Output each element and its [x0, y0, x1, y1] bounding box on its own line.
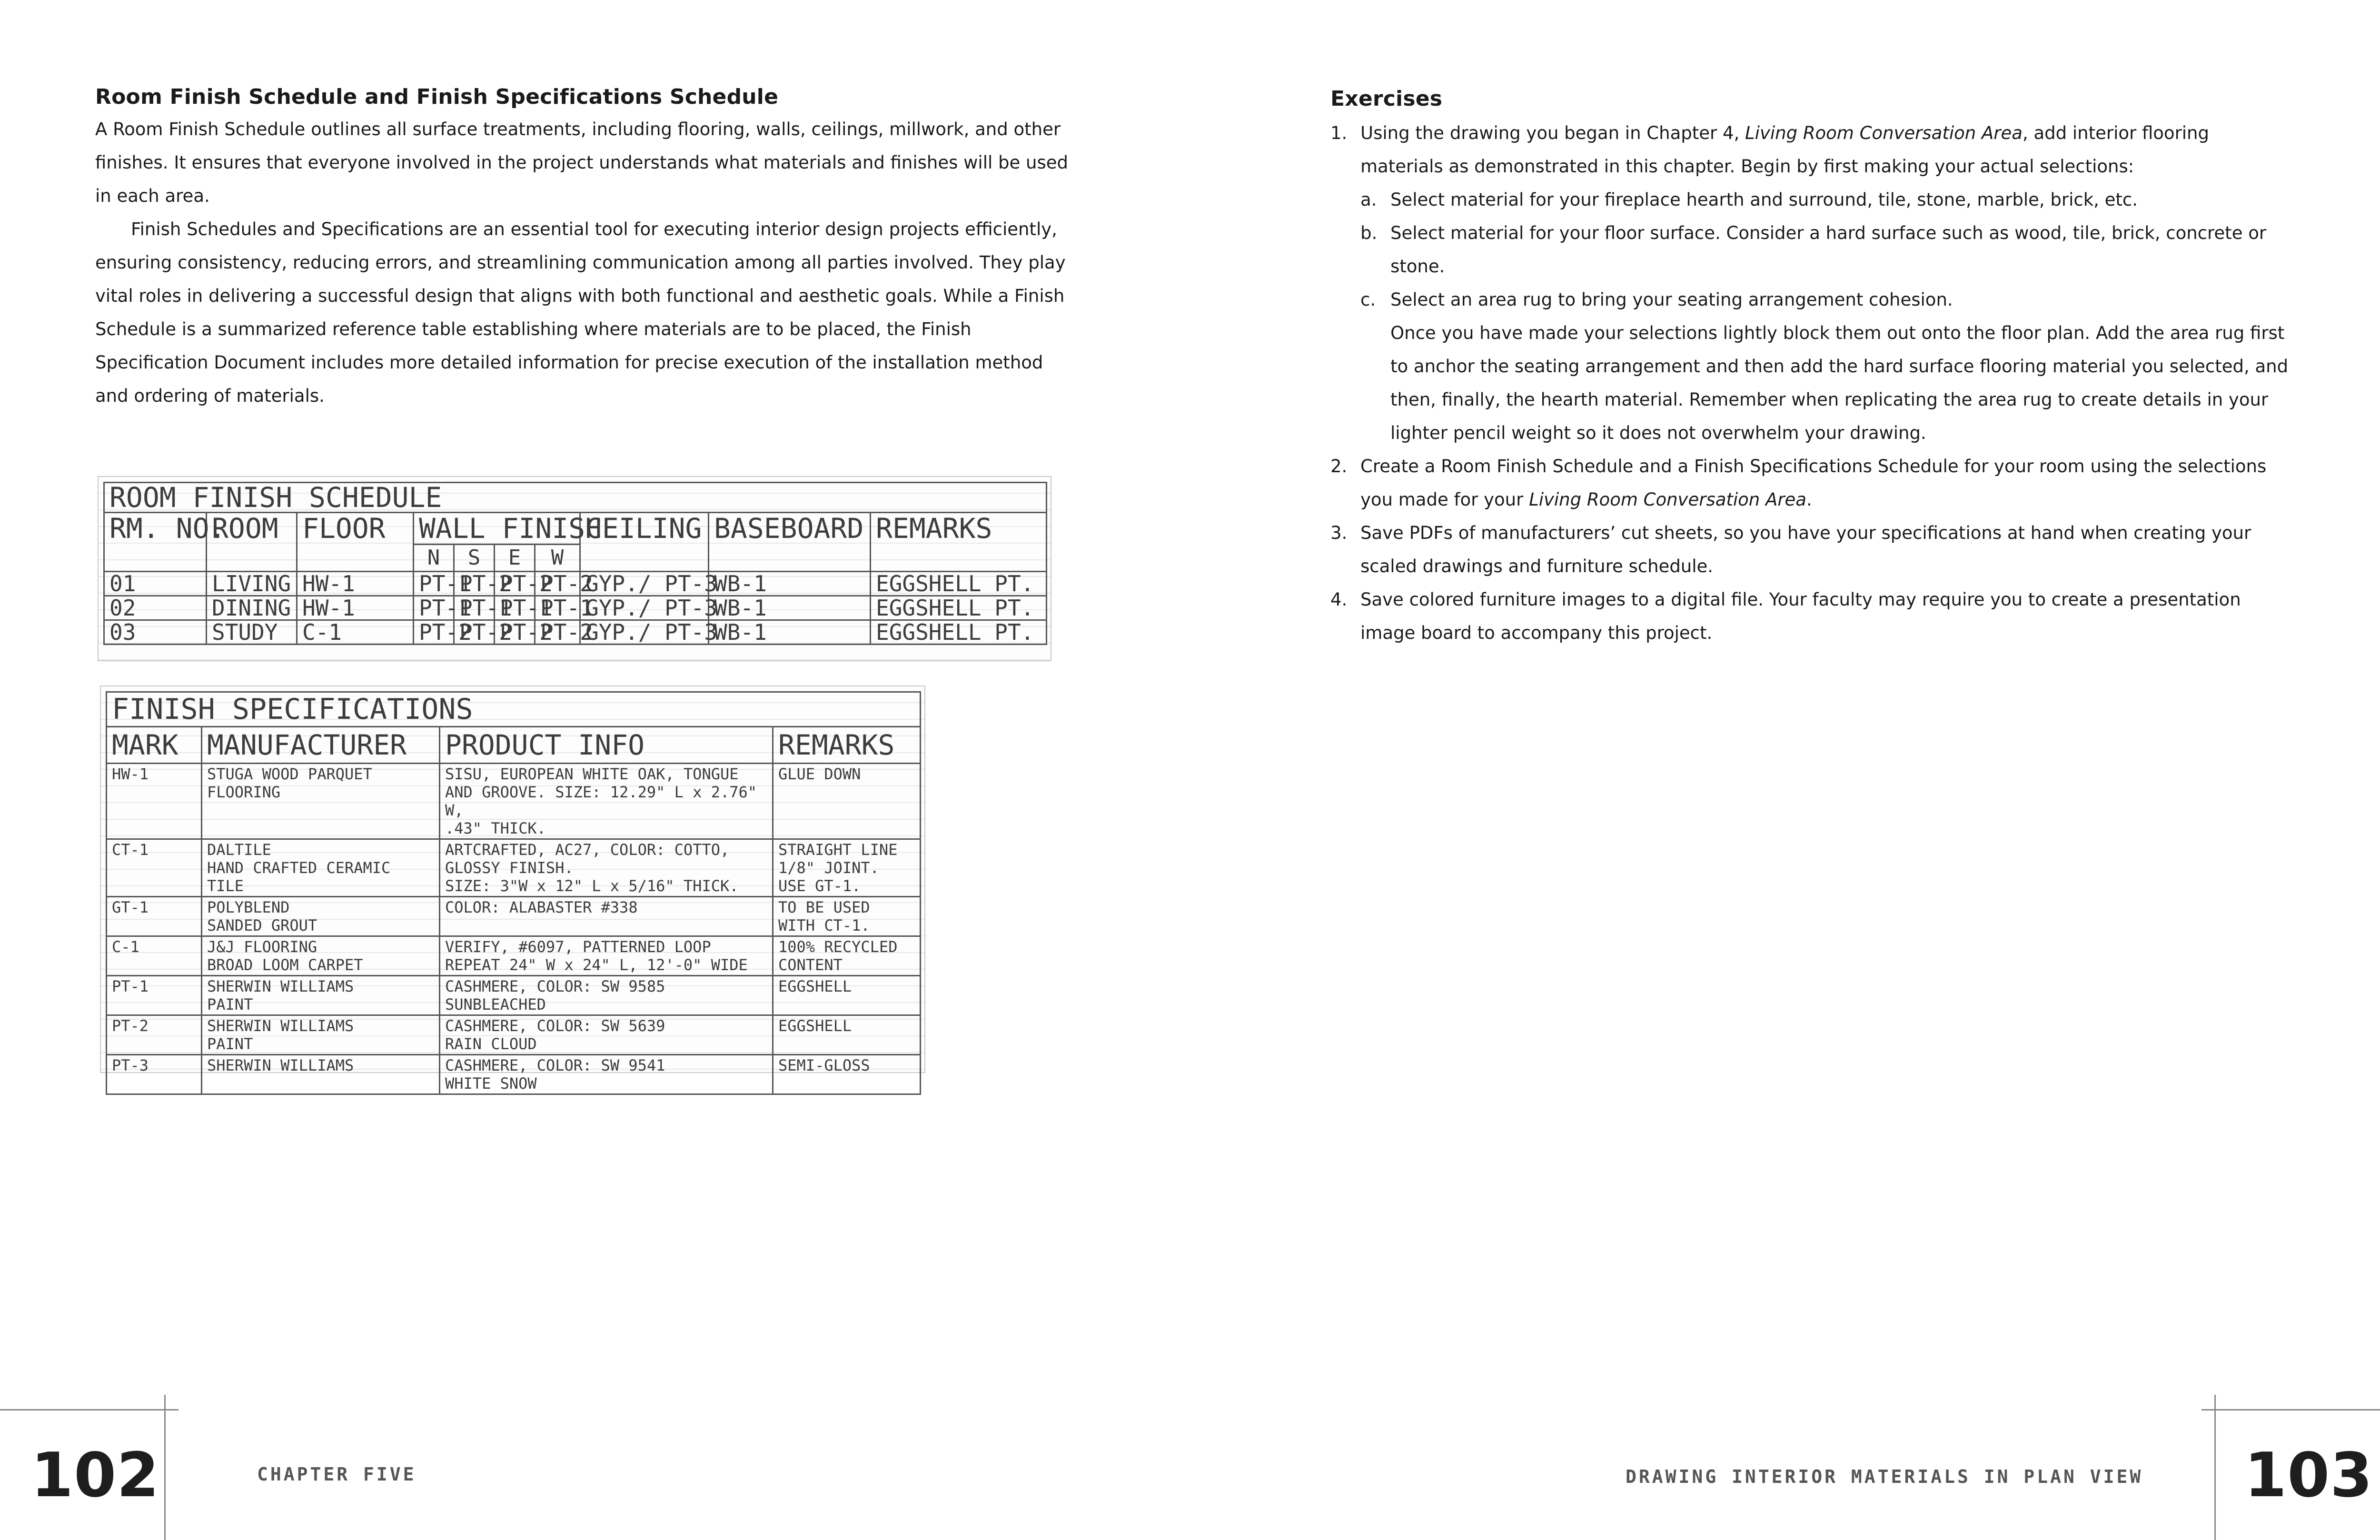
column-header: PRODUCT INFO — [440, 727, 773, 764]
cell: DALTILE HAND CRAFTED CERAMIC TILE — [202, 839, 440, 897]
exercise-item — [1330, 450, 2297, 517]
cell: SEMI-GLOSS — [773, 1055, 921, 1094]
running-head: CHAPTER FIVE — [257, 1464, 416, 1485]
column-header: MARK — [107, 727, 202, 764]
exercise-item — [1330, 117, 2297, 450]
column-header: REMARKS — [871, 513, 1047, 572]
exercise-number: 3. — [1330, 523, 1348, 543]
cell: PT-1 — [414, 572, 454, 596]
column-header: BASEBOARD — [709, 513, 871, 572]
cell: CASHMERE, COLOR: SW 9585 SUNBLEACHED — [440, 976, 773, 1015]
cell: HW-1 — [107, 764, 202, 839]
cell: HW-1 — [297, 596, 414, 620]
section-heading: Room Finish Schedule and Finish Specifications Schedule — [95, 85, 779, 109]
exercise-note: Once you have made your selections lightly block them out onto the floor plan. Add the area rug first to anchor the seating arrangement and then add the hard surface flooring material you selected, and then, finally, the hearth material. Remember when replicating the area rug to create details in your lighter pencil weight so it does not overwhelm your drawing. — [1390, 323, 2289, 443]
table-row — [107, 839, 921, 897]
cell: PT-2 — [414, 620, 454, 645]
cell: EGGSHELL — [773, 1015, 921, 1055]
schedule-title: ROOM FINISH SCHEDULE — [104, 483, 1047, 513]
cell: 100% RECYCLED CONTENT — [773, 936, 921, 976]
table-row — [107, 764, 921, 839]
table-row — [104, 620, 1047, 645]
footer-rule — [2202, 1409, 2380, 1411]
cell: GYP./ PT-3 — [580, 572, 709, 596]
cell: STRAIGHT LINE 1/8" JOINT. USE GT-1. — [773, 839, 921, 897]
cell: EGGSHELL — [773, 976, 921, 1015]
cell: WB-1 — [709, 596, 871, 620]
exercise-number: 4. — [1330, 589, 1348, 610]
cell: WB-1 — [709, 572, 871, 596]
cell: TO BE USED WITH CT-1. — [773, 897, 921, 936]
cell: CASHMERE, COLOR: SW 5639 RAIN CLOUD — [440, 1015, 773, 1055]
cell: SISU, EUROPEAN WHITE OAK, TONGUE AND GROOVE. SIZE: 12.29" L x 2.76" W, .43" THICK. — [440, 764, 773, 839]
column-header: WALL FINISH — [414, 513, 580, 545]
cell: COLOR: ALABASTER #338 — [440, 897, 773, 936]
wall-subcolumn: E — [495, 545, 535, 572]
table-row — [104, 572, 1047, 596]
cell: CT-1 — [107, 839, 202, 897]
section-heading: Exercises — [1330, 87, 1443, 111]
cell: HW-1 — [297, 572, 414, 596]
cell: PT-3 — [107, 1055, 202, 1094]
cell: SHERWIN WILLIAMS PAINT — [202, 1015, 440, 1055]
cell: PT-2 — [535, 572, 580, 596]
exercise-text: Save PDFs of manufacturers’ cut sheets, so you have your specifications at hand when creating your scaled drawings and furniture schedule. — [1360, 523, 2251, 576]
cell: STUGA WOOD PARQUET FLOORING — [202, 764, 440, 839]
wall-subcolumn: N — [414, 545, 454, 572]
cell: PT-2 — [107, 1015, 202, 1055]
cell: PT-2 — [454, 620, 495, 645]
paragraph: Finish Schedules and Specifications are an essential tool for executing interior design projects efficiently, ensuring consistency, reducing errors, and streamlining communication among all parties involved. They play vital roles in delivering a successful design that aligns with both functional and aesthetic goals. While a Finish Schedule is a summarized reference table establishing where materials are to be placed, the Finish Specification Document includes more detailed information for precise execution of the installation method and ordering of materials. — [95, 219, 1066, 406]
column-header: FLOOR — [297, 513, 414, 572]
cell: PT-1 — [495, 596, 535, 620]
sub-item — [1360, 283, 2297, 317]
specifications-title: FINISH SPECIFICATIONS — [107, 692, 921, 727]
footer-rule — [0, 1409, 178, 1411]
exercise-text — [1360, 450, 2297, 517]
exercise-number: 1. — [1330, 123, 1348, 143]
cell: SHERWIN WILLIAMS — [202, 1055, 440, 1094]
text-run-italic: Living Room Conversation Area — [1529, 489, 1806, 510]
footer-rule — [164, 1395, 166, 1540]
cell: 03 — [104, 620, 207, 645]
text-run: , add interior flooring materials as demonstrated in this chapter. Begin by first making your actual selections: — [1360, 123, 2209, 177]
cell: EGGSHELL PT. — [871, 596, 1047, 620]
cell: C-1 — [297, 620, 414, 645]
exercise-number: 2. — [1330, 456, 1348, 477]
cell: CASHMERE, COLOR: SW 9541 WHITE SNOW — [440, 1055, 773, 1094]
page-number: 103 — [2244, 1440, 2373, 1511]
column-header: ROOM — [207, 513, 297, 572]
sub-text: Select an area rug to bring your seating arrangement cohesion. — [1390, 289, 1953, 310]
text-run: . — [1806, 489, 1812, 510]
room-finish-schedule-sketch — [98, 476, 1051, 661]
cell: GT-1 — [107, 897, 202, 936]
right-page — [1190, 0, 2380, 1540]
sub-letter: b. — [1360, 223, 1378, 243]
cell: SHERWIN WILLIAMS PAINT — [202, 976, 440, 1015]
cell: WB-1 — [709, 620, 871, 645]
cell: GYP./ PT-3 — [580, 596, 709, 620]
cell: PT-2 — [454, 572, 495, 596]
page-number: 102 — [31, 1440, 160, 1511]
column-header: MANUFACTURER — [202, 727, 440, 764]
sub-letter: a. — [1360, 189, 1377, 210]
right-text-block — [1330, 87, 2297, 650]
sub-item — [1360, 183, 2297, 217]
cell: DINING — [207, 596, 297, 620]
cell: GYP./ PT-3 — [580, 620, 709, 645]
cell: PT-1 — [414, 596, 454, 620]
exercise-text — [1360, 117, 2297, 183]
text-run: Create a Room Finish Schedule and a Finish Specifications Schedule for your room using the selections you made for your — [1360, 456, 2267, 510]
column-header: RM. NO. — [104, 513, 207, 572]
sub-letter: c. — [1360, 289, 1376, 310]
cell: 02 — [104, 596, 207, 620]
left-text-block — [95, 85, 1076, 413]
cell: PT-1 — [107, 976, 202, 1015]
cell: LIVING — [207, 572, 297, 596]
cell: VERIFY, #6097, PATTERNED LOOP REPEAT 24" W x 24" L, 12'-0" WIDE — [440, 936, 773, 976]
cell: J&J FLOORING BROAD LOOM CARPET — [202, 936, 440, 976]
cell: 01 — [104, 572, 207, 596]
cell: EGGSHELL PT. — [871, 620, 1047, 645]
table-row — [104, 596, 1047, 620]
wall-subcolumn: S — [454, 545, 495, 572]
room-finish-schedule-table — [103, 482, 1047, 645]
paragraph: A Room Finish Schedule outlines all surface treatments, including flooring, walls, ceilings, millwork, and other finishes. It ensures that everyone involved in the project understands what materials and finishes will be used in each area. — [95, 119, 1068, 206]
finish-specifications-table — [106, 691, 921, 1095]
cell: PT-2 — [535, 620, 580, 645]
sub-list — [1360, 183, 2297, 317]
cell: ARTCRAFTED, AC27, COLOR: COTTO, GLOSSY FINISH. SIZE: 3"W x 12" L x 5/16" THICK. — [440, 839, 773, 897]
column-header: REMARKS — [773, 727, 921, 764]
table-row — [107, 936, 921, 976]
column-header: CEILING — [580, 513, 709, 572]
wall-subcolumn: W — [535, 545, 580, 572]
running-head: DRAWING INTERIOR MATERIALS IN PLAN VIEW — [1626, 1466, 2143, 1487]
sub-text: Select material for your floor surface. Consider a hard surface such as wood, tile, brick, concrete or stone. — [1390, 223, 2267, 277]
exercise-item — [1330, 583, 2297, 650]
cell: PT-2 — [495, 620, 535, 645]
footer-rule — [2214, 1395, 2216, 1540]
cell: C-1 — [107, 936, 202, 976]
cell: GLUE DOWN — [773, 764, 921, 839]
table-row — [107, 1055, 921, 1094]
cell: PT-1 — [454, 596, 495, 620]
table-row — [107, 897, 921, 936]
finish-specifications-sketch — [100, 686, 925, 1093]
text-run-italic: Living Room Conversation Area — [1745, 123, 2023, 143]
table-row — [107, 976, 921, 1015]
sub-item — [1360, 217, 2297, 283]
text-run: Using the drawing you began in Chapter 4, — [1360, 123, 1745, 143]
sub-text: Select material for your fireplace hearth and surround, tile, stone, marble, brick, etc. — [1390, 189, 2138, 210]
exercise-item — [1330, 517, 2297, 583]
cell: EGGSHELL PT. — [871, 572, 1047, 596]
table-row — [107, 1015, 921, 1055]
cell: STUDY — [207, 620, 297, 645]
exercise-list — [1330, 117, 2297, 650]
exercise-text: Save colored furniture images to a digital file. Your faculty may require you to create a presentation image board to accompany this project. — [1360, 589, 2241, 643]
cell: PT-2 — [495, 572, 535, 596]
cell: POLYBLEND SANDED GROUT — [202, 897, 440, 936]
cell: PT-1 — [535, 596, 580, 620]
